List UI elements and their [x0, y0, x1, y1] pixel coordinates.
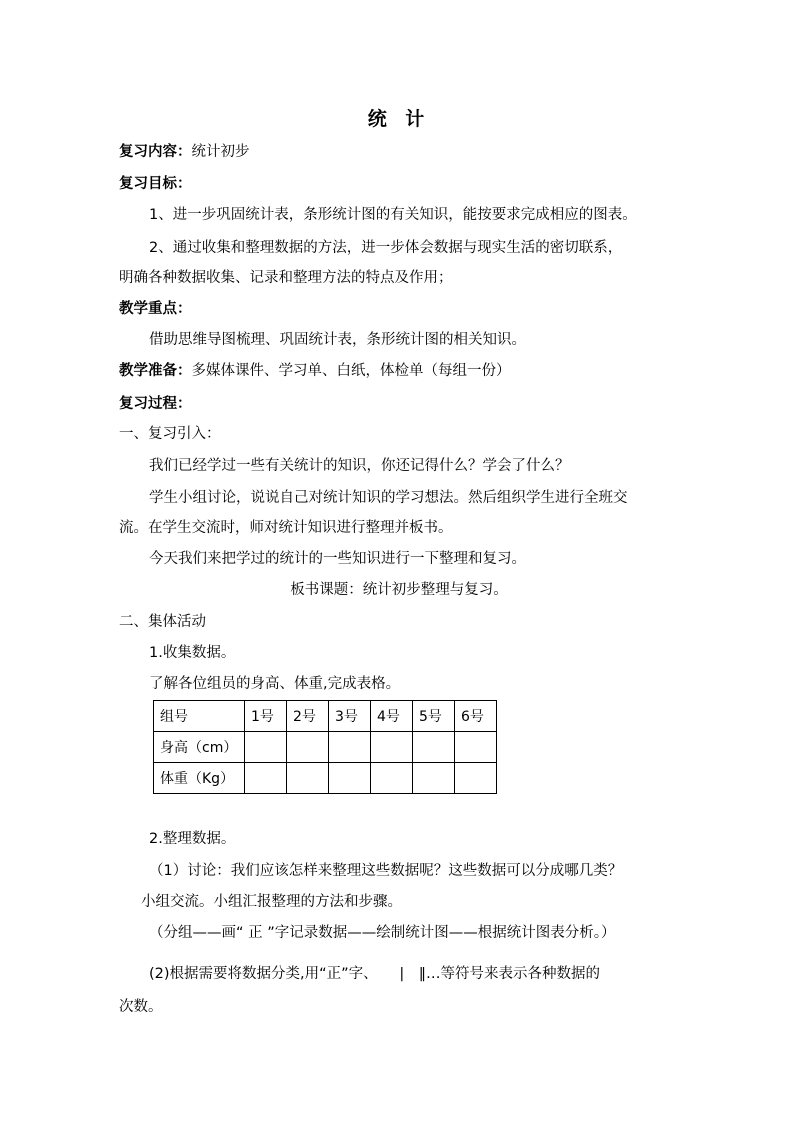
table-header-cell: 4号 [371, 701, 413, 732]
section1-p1: 我们已经学过一些有关统计的知识，你还记得什么？学会了什么？ [149, 458, 570, 474]
table-header-cell: 组号 [154, 701, 245, 732]
table-row [154, 763, 497, 794]
table-cell[interactable] [413, 732, 455, 763]
discuss-text: （1）讨论：我们应该怎样来整理这些数据呢？这些数据可以分成哪几类？ [149, 863, 623, 879]
flow-text: （分组——画“ 正 ”字记录数据——绘制统计图——根据统计图表分析。） [149, 925, 616, 941]
table-cell[interactable] [287, 732, 329, 763]
section1-p2a: 学生小组讨论，说说自己对统计知识的学习想法。然后组织学生进行全班交 [149, 490, 628, 506]
data-table [153, 700, 497, 794]
table-cell[interactable] [371, 763, 413, 794]
key-point-text: 借助思维导图梳理、巩固统计表，条形统计图的相关知识。 [149, 332, 526, 348]
key-point-label: 教学重点： [119, 301, 192, 317]
table-cell[interactable] [455, 763, 497, 794]
exchange-text: 小组交流。小组汇报整理的方法和步骤。 [141, 894, 402, 910]
step1-description: 了解各位组员的身高、体重,完成表格。 [149, 676, 401, 692]
section1-heading: 一、复习引入： [119, 426, 221, 442]
section1-p2b: 流。在学生交流时，师对统计知识进行整理并板书。 [119, 520, 453, 536]
preparation-line [119, 361, 511, 381]
review-content-line [119, 142, 250, 162]
section2-heading: 二、集体活动 [119, 614, 206, 630]
table-row-label: 身高（cm） [154, 732, 245, 763]
classify-text-continued: 次数。 [119, 999, 163, 1015]
table-header-cell: 6号 [455, 701, 497, 732]
table-row-label: 体重（Kg） [154, 763, 245, 794]
table-row [154, 732, 497, 763]
board-title: 板书课题：统计初步整理与复习。 [290, 582, 508, 598]
table-cell[interactable] [245, 763, 287, 794]
table-cell[interactable] [287, 763, 329, 794]
table-cell[interactable] [455, 732, 497, 763]
review-content-value: 统计初步 [191, 144, 250, 160]
section1-p3: 今天我们来把学过的统计的一些知识进行一下整理和复习。 [149, 551, 526, 567]
process-label: 复习过程： [119, 396, 192, 412]
preparation-label: 教学准备： [119, 363, 192, 379]
step1-heading: 1.收集数据。 [149, 645, 236, 661]
goal-2: 2、通过收集和整理数据的方法，进一步体会数据与现实生活的密切联系， [149, 240, 623, 256]
review-content-label: 复习内容： [119, 144, 192, 160]
table-header-cell: 1号 [245, 701, 287, 732]
goal-1: 1、进一步巩固统计表，条形统计图的有关知识，能按要求完成相应的图表。 [149, 207, 637, 223]
step2-heading: 2.整理数据。 [149, 831, 236, 847]
table-header-cell: 2号 [287, 701, 329, 732]
table-cell[interactable] [371, 732, 413, 763]
table-header-cell: 5号 [413, 701, 455, 732]
table-cell[interactable] [329, 732, 371, 763]
page-title: 统 计 [367, 108, 431, 130]
table-header-cell: 3号 [329, 701, 371, 732]
table-cell[interactable] [245, 732, 287, 763]
goal-2-continued: 明确各种数据收集、记录和整理方法的特点及作用； [119, 270, 453, 286]
classify-text: (2)根据需要将数据分类,用“正”字、 | ‖…等符号来表示各种数据的 [149, 966, 601, 982]
table-cell[interactable] [413, 763, 455, 794]
review-goal-label: 复习目标： [119, 176, 192, 192]
table-cell[interactable] [329, 763, 371, 794]
preparation-value: 多媒体课件、学习单、白纸，体检单（每组一份） [191, 363, 511, 379]
table-header-row [154, 701, 497, 732]
